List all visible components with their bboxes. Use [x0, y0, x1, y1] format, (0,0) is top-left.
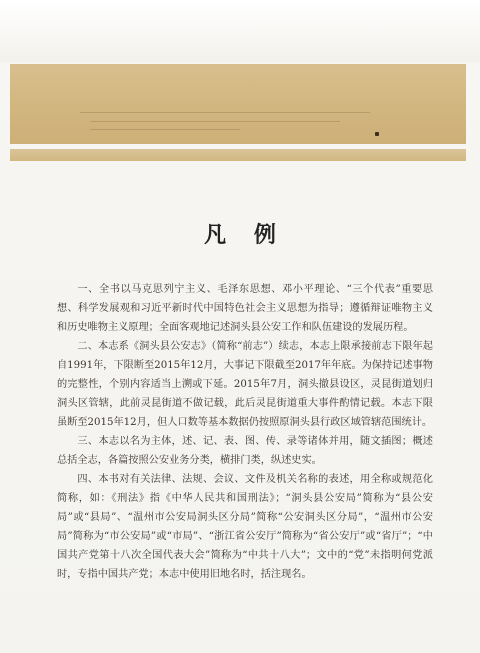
bleed-through-text-line [80, 112, 370, 113]
header-banner [10, 64, 466, 144]
document-body [57, 280, 433, 584]
header-strip [10, 149, 466, 161]
paragraph-4: 四、本书对有关法律、法规、会议、文件及机关名称的表述，用全称或规范化简称，如：《刑法》指《中华人民共和国刑法》；“洞头县公安局”简称为“县公安局”或“县局”、“温州市公安局洞头区分局”简称“公安洞头区分局”，“温州市公安局”简称为“市公安局”或“市局”、“浙江省公安厅”简称为“省公安厅”或“省厅”；“中国共产党第十八次全国代表大会”简称为“中共十八大”；文中的“党”未指明何党派时，专指中国共产党；本志中使用旧地名时，括注现名。 [57, 474, 433, 580]
page-title: 凡 例 [204, 222, 286, 248]
paragraph-3: 三、本志以名为主体，述、记、表、图、传、录等诸体并用，随文插图；概述总括全志，各篇按照公安业务分类，横排门类，纵述史实。 [57, 436, 433, 466]
bleed-through-text-line [90, 129, 240, 130]
bleed-through-mark [375, 132, 379, 136]
page-top-margin [0, 0, 480, 62]
bleed-through-text-line [90, 121, 340, 122]
paragraph-2: 二、本志系《洞头县公安志》（简称“前志”）续志，本志上限承接前志下限年起自1991年，下限断至2015年12月，大事记下限截至2017年年底。为保持记述事物的完整性，个别内容适当上溯或下延。2015年7月，洞头撤县设区，灵昆街道划归洞头区管辖，此前灵昆街道不做记载，此后灵昆街道重大事件酌情记载。本志下限虽断至2015年12月，但人口数等基本数据仍按照原洞头县行政区域管辖范围统计。 [57, 341, 433, 428]
paragraph-1: 一、全书以马克思列宁主义、毛泽东思想、邓小平理论、“三个代表”重要思想、科学发展观和习近平新时代中国特色社会主义思想为指导；遵循辩证唯物主义和历史唯物主义原理；全面客观地记述洞头县公安工作和队伍建设的发展历程。 [57, 284, 433, 333]
